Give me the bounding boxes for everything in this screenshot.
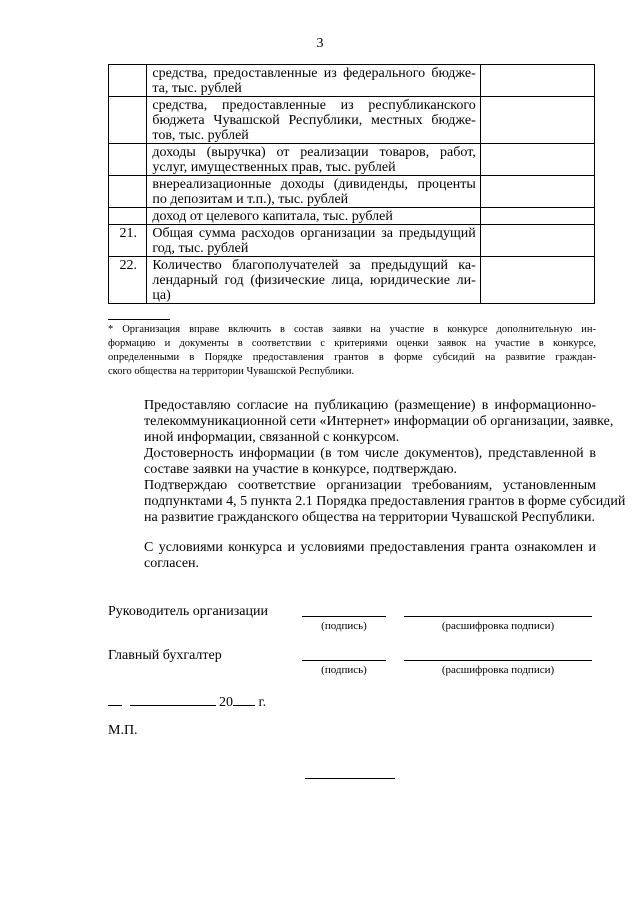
- footnote-line: формацию и документы в соответствии с критериями оценки заявок на участие в конкурсе,: [108, 338, 596, 349]
- paragraph-line: иной информации, связанной с конкурсом.: [144, 430, 400, 445]
- row-description-line: ца): [152, 288, 171, 303]
- row-description: [147, 208, 480, 225]
- row-description-line: та, тыс. рублей: [152, 81, 242, 96]
- row-value-cell[interactable]: [480, 176, 594, 208]
- footnote-line: * Организация вправе включить в состав заявки на участие в конкурсе дополнительную ин-: [108, 324, 596, 335]
- row-number: 21.: [109, 225, 147, 257]
- page-number: 3: [316, 36, 324, 51]
- row-number: [109, 176, 147, 208]
- head-signature-caption: (подпись): [321, 620, 367, 632]
- head-decoding-caption: (расшифровка подписи): [441, 620, 555, 632]
- table-row: [109, 97, 595, 144]
- paragraph-line: Подтверждаю соответствие организации требованиям, установленным: [144, 478, 596, 493]
- row-description-line: услуг, имущественных прав, тыс. рублей: [152, 160, 396, 175]
- footnote-separator: [108, 319, 170, 320]
- row-description-line: лендарный год (физические лица, юридические ли-: [152, 273, 476, 288]
- date-field: [108, 693, 266, 711]
- row-value-cell[interactable]: [480, 208, 594, 225]
- paragraph-line: Предоставляю согласие на публикацию (размещение) в информационно-: [144, 398, 596, 413]
- table-row: [109, 65, 595, 97]
- table-row: [109, 257, 595, 304]
- row-number: 22.: [109, 257, 147, 304]
- head-signature-line: [302, 616, 386, 617]
- row-description-line: доходы (выручка) от реализации товаров, работ,: [152, 145, 476, 160]
- accountant-decoding-caption: (расшифровка подписи): [441, 664, 555, 676]
- row-number: [109, 97, 147, 144]
- chief-accountant-label: Главный бухгалтер: [108, 648, 222, 663]
- footnote-line: ского общества на территории Чувашской Республики.: [108, 366, 355, 377]
- row-description-line: Количество благополучателей за предыдущий ка-: [152, 258, 476, 273]
- accountant-signature-caption: (подпись): [321, 664, 367, 676]
- row-number: [109, 208, 147, 225]
- accountant-signature-line: [302, 660, 386, 661]
- row-description-line: по депозитам и т.п.), тыс. рублей: [152, 192, 349, 207]
- row-number: [109, 144, 147, 176]
- row-description-line: тов, тыс. рублей: [152, 128, 249, 143]
- paragraph-line: составе заявки на участие в конкурсе, подтверждаю.: [144, 462, 458, 477]
- row-value-cell[interactable]: [480, 65, 594, 97]
- date-year-prefix: 20: [219, 695, 233, 710]
- row-description-line: доход от целевого капитала, тыс. рублей: [152, 209, 393, 224]
- row-description-line: средства, предоставленные из республиканского: [152, 98, 476, 113]
- date-year-suffix: г.: [258, 695, 267, 710]
- footnote: [108, 323, 596, 379]
- table-row: [109, 176, 595, 208]
- paragraph-line: на развитие гражданского общества на территории Чувашской Республики.: [144, 510, 595, 525]
- stamp-place-label: М.П.: [108, 723, 138, 738]
- row-number: [109, 65, 147, 97]
- table-row: [109, 225, 595, 257]
- row-description: [147, 97, 480, 144]
- footnote-line: определенными в Порядке предоставления грантов в форме субсидий на развитие граждан-: [108, 352, 596, 363]
- paragraph-line: Достоверность информации (в том числе документов), представленной в: [144, 446, 596, 461]
- row-value-cell[interactable]: [480, 144, 594, 176]
- accountant-decoding-line: [404, 660, 592, 661]
- information-accuracy-paragraph: [108, 446, 596, 478]
- row-description-line: средства, предоставленные из федерального бюдже-: [152, 66, 476, 81]
- conditions-agreement-paragraph: [108, 540, 596, 572]
- paragraph-line: С условиями конкурса и условиями предоставления гранта ознакомлен и: [144, 540, 596, 555]
- row-description-line: Общая сумма расходов организации за предыдущий: [152, 226, 476, 241]
- row-description-line: год, тыс. рублей: [152, 241, 249, 256]
- row-description-line: бюджета Чувашской Республики, местных бюдже-: [152, 113, 476, 128]
- consent-publication-paragraph: [108, 398, 614, 446]
- application-form-table: [108, 64, 595, 304]
- row-description: [147, 257, 480, 304]
- paragraph-line: согласен.: [144, 556, 200, 571]
- row-description: [147, 225, 480, 257]
- row-description-line: внереализационные доходы (дивиденды, проценты: [152, 177, 476, 192]
- row-description: [147, 144, 480, 176]
- end-separator: [305, 778, 395, 779]
- table-row: [109, 144, 595, 176]
- row-value-cell[interactable]: [480, 225, 594, 257]
- row-description: [147, 176, 480, 208]
- row-value-cell[interactable]: [480, 257, 594, 304]
- paragraph-line: подпунктами 4, 5 пункта 2.1 Порядка предоставления грантов в форме субсидий: [144, 494, 626, 509]
- row-value-cell[interactable]: [480, 97, 594, 144]
- requirements-compliance-paragraph: [108, 478, 626, 526]
- table-row: [109, 208, 595, 225]
- head-of-organization-label: Руководитель организации: [108, 604, 268, 619]
- row-description: [147, 65, 480, 97]
- paragraph-line: телекоммуникационной сети «Интернет» информации об организации, заявке,: [144, 414, 614, 429]
- head-decoding-line: [404, 616, 592, 617]
